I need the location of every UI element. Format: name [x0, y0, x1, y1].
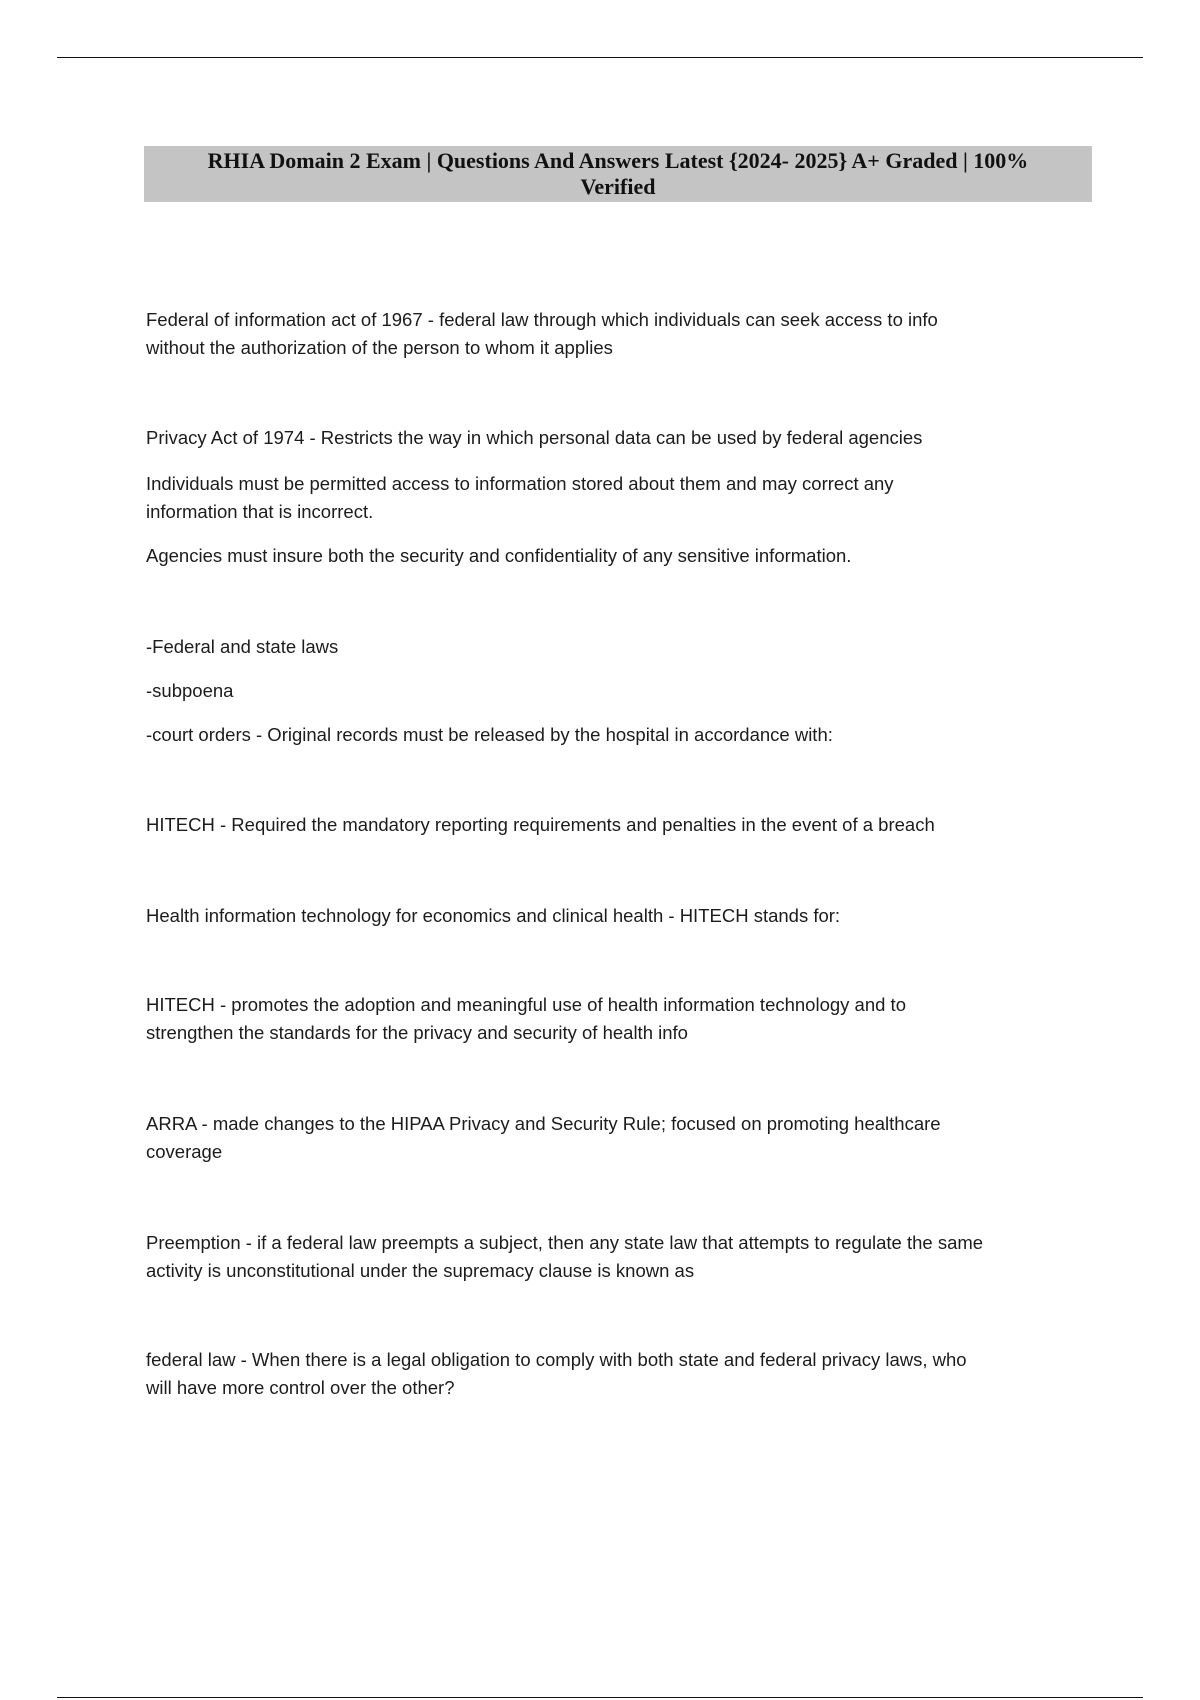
paragraph-preemption: Preemption - if a federal law preempts a subject, then any state law that attempts to regulate the same activity is unconstitutional under the supremacy clause is known as: [146, 1232, 984, 1281]
paragraph-arra: ARRA - made changes to the HIPAA Privacy and Security Rule; focused on promoting healthcare coverage: [146, 1113, 941, 1162]
paragraph-hitech-stands-for: Health information technology for economics and clinical health - HITECH stands for:: [146, 905, 841, 926]
paragraph-hitech-promotes: HITECH - promotes the adoption and meaningful use of health information technology and to strengthen the standards for the privacy and security of health info: [146, 994, 906, 1043]
list-item-federal-state-laws: -Federal and state laws: [146, 636, 339, 657]
paragraph-federal-law-control: federal law - When there is a legal obligation to comply with both state and federal privacy laws, who will have more control over the other?: [146, 1349, 967, 1398]
top-rule: [57, 57, 1143, 58]
document-title: RHIA Domain 2 Exam | Questions And Answers Latest {2024- 2025} A+ Graded | 100% Verified: [207, 148, 1029, 199]
paragraph-hitech-reporting: HITECH - Required the mandatory reporting requirements and penalties in the event of a breach: [146, 814, 935, 835]
paragraph-agency-security: Agencies must insure both the security and confidentiality of any sensitive information.: [146, 545, 852, 566]
list-item-court-orders: -court orders - Original records must be released by the hospital in accordance with:: [146, 724, 833, 745]
list-item-subpoena: -subpoena: [146, 680, 234, 701]
paragraph-individual-access: Individuals must be permitted access to information stored about them and may correct any information that is incorrect.: [146, 473, 894, 522]
paragraph-freedom-of-information-act: Federal of information act of 1967 - federal law through which individuals can seek access to info without the authorization of the person to whom it applies: [146, 309, 938, 358]
paragraph-privacy-act-1974: Privacy Act of 1974 - Restricts the way in which personal data can be used by federal agencies: [146, 427, 923, 448]
bottom-rule: [57, 1697, 1143, 1698]
title-banner: [144, 146, 1092, 202]
